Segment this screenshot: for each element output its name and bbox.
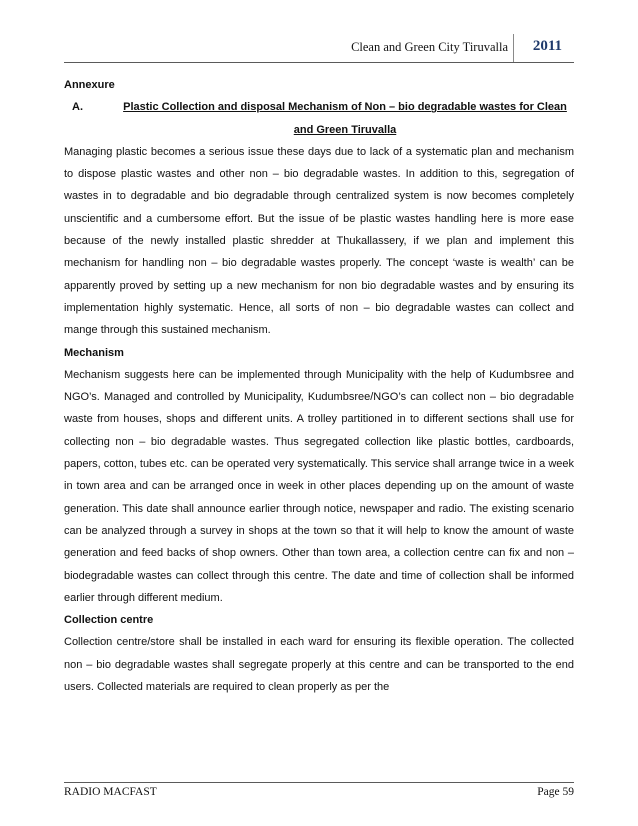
intro-paragraph: Managing plastic becomes a serious issue these days due to lack of a systematic plan and mechanism to dispose plastic wastes and other non – bio degradable wastes. In addition to this, segregation of wastes in to degradable and bio degradable through centralized system is now becomes completely unscientific and a cumbersome effort. But the issue of be plastic wastes handling here is more ease because of the newly installed plastic shredder at Thukallassery, if we plan and implement this mechanism for handling non – bio degradable wastes properly. The concept ‘waste is wealth’ can be apparently proved by setting up a new mechanism for non bio degradable wastes and by ensuring its implementation highly systematic. Hence, all sorts of non – bio degradable wastes can collect and mange through this sustained mechanism. xyxy=(64,145,574,337)
mechanism-heading: Mechanism xyxy=(64,346,124,359)
annexure-heading: Annexure xyxy=(64,79,115,91)
page-number: Page 59 xyxy=(537,786,574,798)
footer-rule xyxy=(64,782,574,783)
collection-centre-paragraph: Collection centre/store shall be installed in each ward for ensuring its flexible operation. The collected non – bio degradable wastes shall segregate properly at this centre and can be transported to the end users. Collected materials are required to clean properly as per the xyxy=(64,636,574,694)
header-year: 2011 xyxy=(532,38,562,54)
header-rule xyxy=(64,62,574,63)
page-footer xyxy=(64,782,574,804)
header-divider xyxy=(513,34,514,62)
page-content xyxy=(64,74,574,698)
page-header xyxy=(64,34,574,64)
section-heading xyxy=(64,96,574,141)
header-title: Clean and Green City Tiruvalla xyxy=(351,40,508,54)
collection-centre-heading: Collection centre xyxy=(64,614,154,627)
footer-publisher: RADIO MACFAST xyxy=(64,786,157,798)
section-title: Plastic Collection and disposal Mechanism of Non – bio degradable wastes for Clean and Green Tiruvalla xyxy=(123,101,567,136)
mechanism-paragraph: Mechanism suggests here can be implemented through Municipality with the help of Kudumbsree and NGO’s. Managed and controlled by Municipality, Kudumbsree/NGO’s can collect non – bio degradable waste from houses, shops and different units. A trolley partitioned in to different sections shall use for collecting non – bio degradable wastes. Thus segregated collection like plastic bottles, cardboards, papers, cotton, tubes etc. can be operated very systematically. This service shall arrange twice in a week in town area and can be arranged once in week in other places depending up on the amount of waste generation. This date shall announce earlier through notice, newspaper and radio. The existing scenario can be analyzed through a survey in shops at the town so that it will help to know the amount of waste generation and feed backs of shop owners. Other than town area, a collection centre can fix and non – biodegradable wastes can collect through this centre. The date and time of collection shall be informed earlier through different medium. xyxy=(64,368,574,604)
section-letter: A. xyxy=(72,101,83,114)
